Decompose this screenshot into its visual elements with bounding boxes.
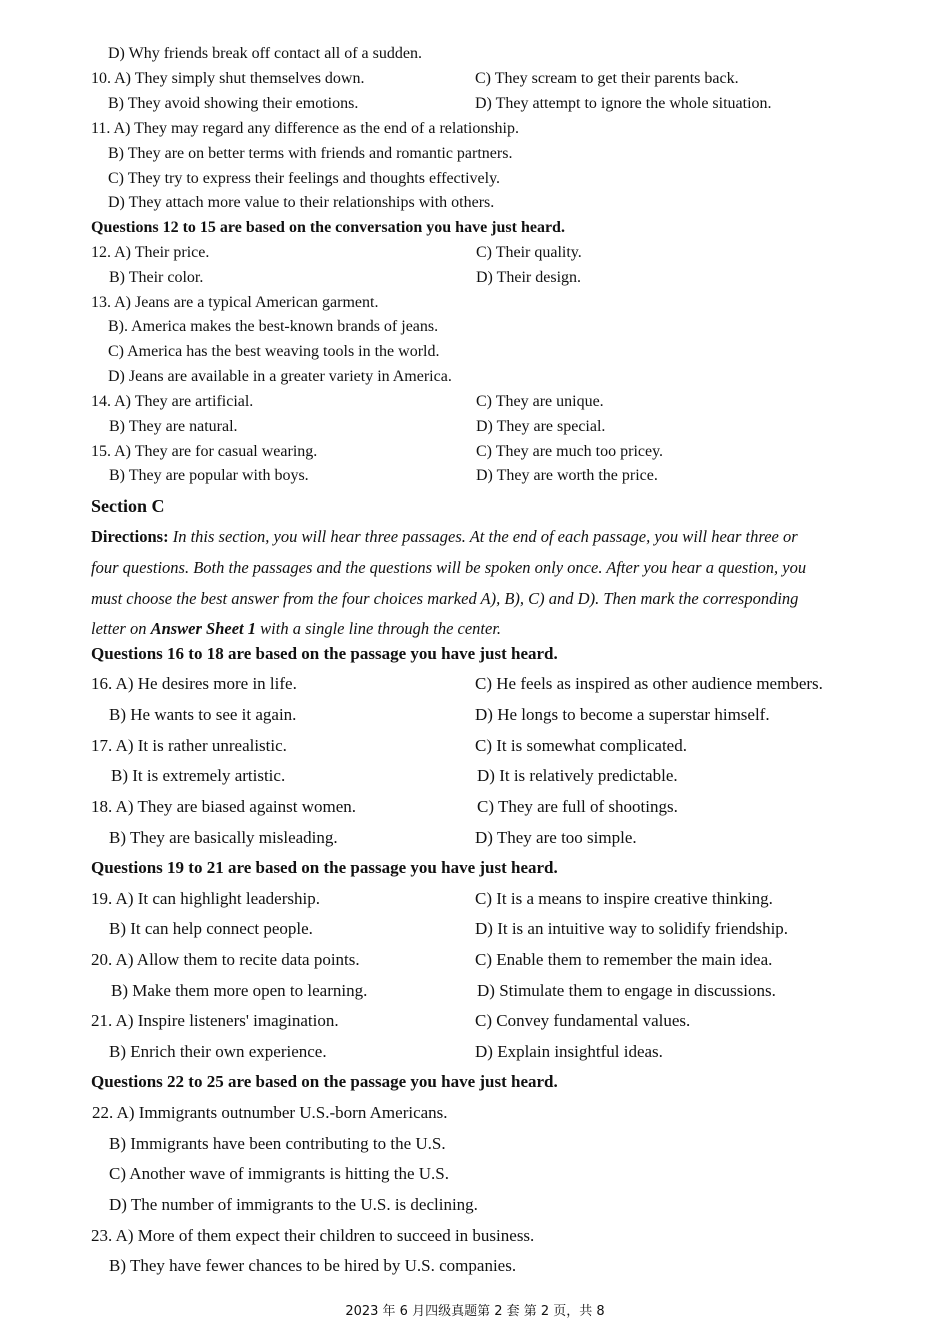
q20-option-d: D) Stimulate them to engage in discussions.: [477, 981, 776, 1000]
q10-option-d: D) They attempt to ignore the whole situation.: [475, 95, 772, 112]
q16-option-c: C) He feels as inspired as other audience members.: [475, 674, 823, 693]
q16-option-b: B) He wants to see it again.: [109, 705, 297, 724]
directions-text-4a: letter on: [91, 619, 147, 638]
q10-option-b: B) They avoid showing their emotions.: [108, 95, 359, 112]
section-c-heading: Section C: [91, 496, 165, 516]
q17-option-b: B) It is extremely artistic.: [111, 766, 286, 785]
q10-option-a: 10. A) They simply shut themselves down.: [91, 70, 365, 87]
q14-option-b: B) They are natural.: [109, 418, 238, 435]
directions-line-1: [91, 527, 798, 547]
q16-option-d: D) He longs to become a superstar himself.: [475, 705, 770, 724]
q21-option-a: 21. A) Inspire listeners' imagination.: [91, 1011, 339, 1030]
q13-option-d: D) Jeans are available in a greater variety in America.: [108, 368, 452, 385]
q15-option-b: B) They are popular with boys.: [109, 467, 309, 484]
q12-option-a: 12. A) Their price.: [91, 244, 210, 261]
q20-option-a: 20. A) Allow them to recite data points.: [91, 950, 360, 969]
q9-option-d: D) Why friends break off contact all of a sudden.: [108, 45, 422, 62]
q19-option-b: B) It can help connect people.: [109, 919, 313, 938]
q15-option-c: C) They are much too pricey.: [476, 443, 664, 460]
q14-option-d: D) They are special.: [476, 418, 606, 435]
q17-option-a: 17. A) It is rather unrealistic.: [91, 736, 287, 755]
q12-option-b: B) Their color.: [109, 269, 204, 286]
q14-option-c: C) They are unique.: [476, 393, 604, 410]
q19-option-c: C) It is a means to inspire creative thinking.: [475, 889, 773, 908]
q20-option-c: C) Enable them to remember the main idea.: [475, 950, 773, 969]
directions-label: Directions:: [91, 527, 169, 546]
q13-option-c: C) America has the best weaving tools in the world.: [108, 343, 440, 360]
q12-option-c: C) Their quality.: [476, 244, 582, 261]
q11-option-d: D) They attach more value to their relationships with others.: [108, 194, 495, 211]
q20-option-b: B) Make them more open to learning.: [111, 981, 368, 1000]
q21-option-b: B) Enrich their own experience.: [109, 1042, 327, 1061]
q21-option-c: C) Convey fundamental values.: [475, 1011, 691, 1030]
q22-option-a: 22. A) Immigrants outnumber U.S.-born Americans.: [92, 1103, 448, 1122]
directions-line-3: [91, 589, 798, 609]
q23-option-b: B) They have fewer chances to be hired by U.S. companies.: [109, 1256, 517, 1275]
q11-option-c: C) They try to express their feelings and thoughts effectively.: [108, 170, 501, 187]
q21-option-d: D) Explain insightful ideas.: [475, 1042, 663, 1061]
questions-16-18-heading: Questions 16 to 18 are based on the passage you have just heard.: [91, 644, 558, 663]
q22-option-d: D) The number of immigrants to the U.S. is declining.: [109, 1195, 478, 1214]
q22-option-c: C) Another wave of immigrants is hitting the U.S.: [109, 1164, 449, 1183]
directions-text-1: In this section, you will hear three passages. At the end of each passage, you will hear three or: [172, 527, 798, 546]
q18-option-a: 18. A) They are biased against women.: [91, 797, 357, 816]
directions-line-2: [91, 558, 806, 578]
q18-option-c: C) They are full of shootings.: [477, 797, 678, 816]
directions-text-4c: with a single line through the center.: [260, 619, 502, 638]
q12-option-d: D) Their design.: [476, 269, 582, 286]
q23-option-a: 23. A) More of them expect their children to succeed in business.: [91, 1226, 535, 1245]
directions-text-3: must choose the best answer from the four choices marked A), B), C) and D). Then mark the corresponding: [91, 589, 799, 608]
q11-option-a: 11. A) They may regard any difference as the end of a relationship.: [91, 120, 519, 137]
q17-option-c: C) It is somewhat complicated.: [475, 736, 687, 755]
page-footer: 2023 年 6 月四级真题第 2 套 第 2 页，共 8: [345, 1304, 605, 1319]
q19-option-a: 19. A) It can highlight leadership.: [91, 889, 320, 908]
q13-option-a: 13. A) Jeans are a typical American garment.: [91, 294, 379, 311]
questions-12-15-heading: Questions 12 to 15 are based on the conversation you have just heard.: [91, 219, 565, 236]
directions-text-2: four questions. Both the passages and the questions will be spoken only once. After you hear a question, you: [91, 558, 807, 577]
answer-sheet-label: Answer Sheet 1: [150, 619, 257, 638]
q15-option-d: D) They are worth the price.: [476, 467, 658, 484]
directions-line-4: [91, 619, 501, 639]
q10-option-c: C) They scream to get their parents back.: [475, 70, 739, 87]
q16-option-a: 16. A) He desires more in life.: [91, 674, 297, 693]
questions-19-21-heading: Questions 19 to 21 are based on the passage you have just heard.: [91, 858, 558, 877]
q22-option-b: B) Immigrants have been contributing to the U.S.: [109, 1134, 446, 1153]
q17-option-d: D) It is relatively predictable.: [477, 766, 678, 785]
q18-option-d: D) They are too simple.: [475, 828, 637, 847]
q18-option-b: B) They are basically misleading.: [109, 828, 338, 847]
q15-option-a: 15. A) They are for casual wearing.: [91, 443, 318, 460]
q19-option-d: D) It is an intuitive way to solidify friendship.: [475, 919, 789, 938]
questions-22-25-heading: Questions 22 to 25 are based on the passage you have just heard.: [91, 1072, 558, 1091]
q14-option-a: 14. A) They are artificial.: [91, 393, 254, 410]
q11-option-b: B) They are on better terms with friends and romantic partners.: [108, 145, 513, 162]
q13-option-b: B). America makes the best-known brands of jeans.: [108, 318, 439, 335]
